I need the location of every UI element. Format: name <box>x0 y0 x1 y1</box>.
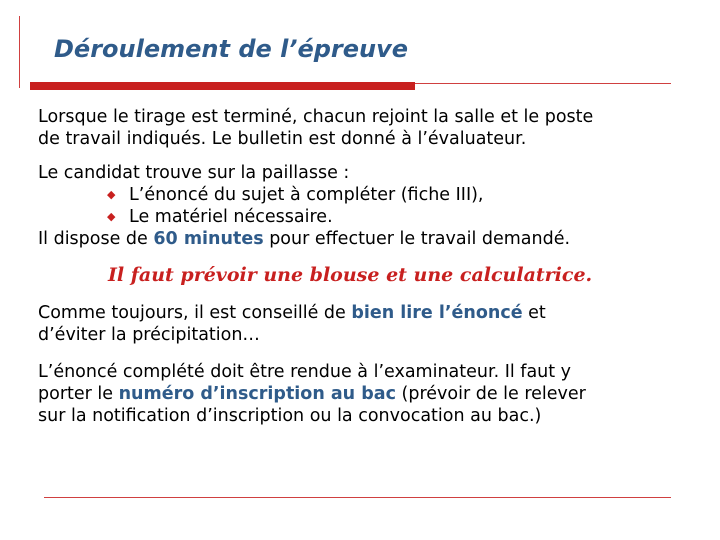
advice-highlight: bien lire l’énoncé <box>351 303 523 323</box>
paragraph-arrival <box>38 106 708 150</box>
duration-highlight: 60 minutes <box>153 229 264 249</box>
diamond-bullet-icon: ◆ <box>107 210 116 223</box>
bullet-item <box>38 206 708 228</box>
slide-title: Déroulement de l’épreuve <box>54 35 409 63</box>
advice-line <box>38 302 708 324</box>
advice-suffix: et <box>522 303 546 323</box>
paragraph-submission <box>38 361 708 427</box>
title-left-rule <box>19 16 20 88</box>
paragraph-line: d’éviter la précipitation… <box>38 325 260 345</box>
bullet-text: Le matériel nécessaire. <box>129 207 333 227</box>
paragraph-line: L’énoncé complété doit être rendue à l’examinateur. Il faut y <box>38 362 572 382</box>
duration-line <box>38 228 708 250</box>
bullet-item <box>38 184 708 206</box>
submission-highlight: numéro d’inscription au bac <box>118 384 396 404</box>
diamond-bullet-icon: ◆ <box>107 188 116 201</box>
paragraph-line: de travail indiqués. Le bulletin est donné à l’évaluateur. <box>38 129 527 149</box>
paragraph-line: Lorsque le tirage est terminé, chacun rejoint la salle et le poste <box>38 107 594 127</box>
warning-note: Il faut prévoir une blouse et une calculatrice. <box>108 264 593 286</box>
advice-prefix: Comme toujours, il est conseillé de <box>38 303 352 323</box>
materials-intro: Le candidat trouve sur la paillasse : <box>38 163 350 183</box>
title-underline-thin <box>415 83 671 84</box>
duration-prefix: Il dispose de <box>38 229 154 249</box>
duration-suffix: pour effectuer le travail demandé. <box>263 229 571 249</box>
paragraph-line: sur la notification d’inscription ou la convocation au bac.) <box>38 406 542 426</box>
submission-line <box>38 383 708 405</box>
paragraph-advice <box>38 302 708 346</box>
bullet-text: L’énoncé du sujet à compléter (fiche III), <box>129 185 484 205</box>
footer-rule <box>44 497 671 498</box>
paragraph-materials <box>38 162 708 250</box>
submission-prefix: porter le <box>38 384 119 404</box>
submission-suffix: (prévoir de le relever <box>395 384 586 404</box>
title-underline-thick <box>30 82 415 90</box>
